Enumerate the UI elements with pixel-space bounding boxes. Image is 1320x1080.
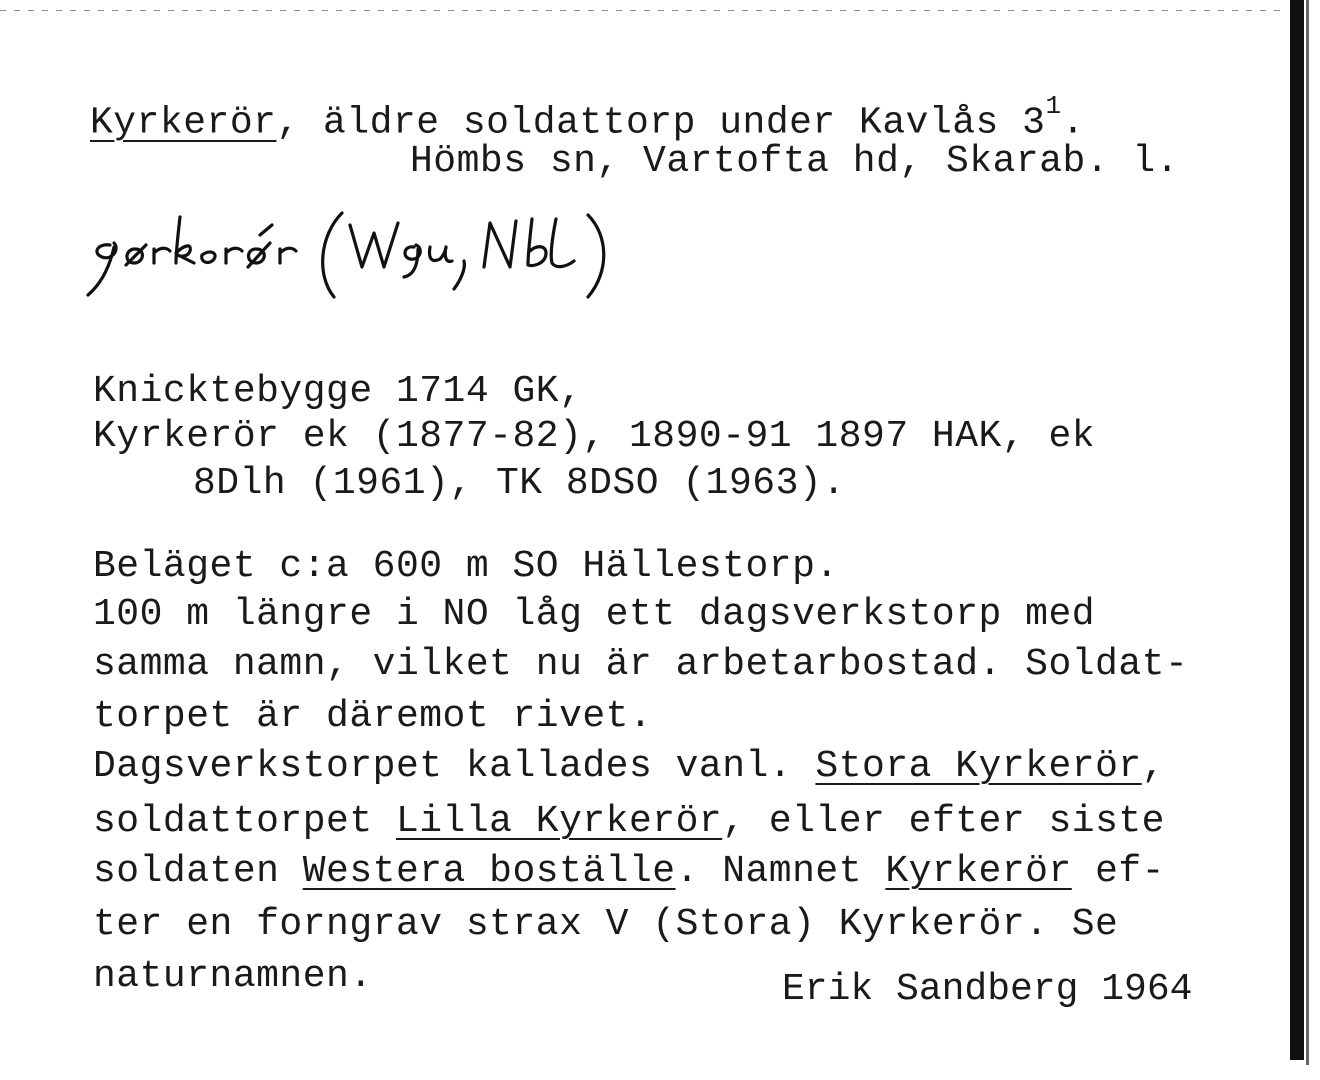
- body-line-7-text: soldaten: [93, 850, 303, 893]
- body-line-3: samma namn, vilket nu är arbetarbostad. Soldat-: [93, 643, 1189, 686]
- body-line-7-end: ef-: [1071, 850, 1165, 893]
- body-line-5-text: Dagsverkstorpet kallades vanl.: [93, 745, 816, 788]
- sources-line-2: Kyrkerör ek (1877-82), 1890-91 1897 HAK, ek: [93, 415, 1096, 458]
- header-end: .: [1061, 101, 1085, 145]
- body-line-5: [93, 745, 1165, 789]
- body-line-8: ter en forngrav strax V (Stora) Kyrkerör. Se: [93, 903, 1119, 946]
- body-line-9: naturnamnen.: [93, 955, 373, 998]
- body-line-5-end: ,: [1141, 745, 1165, 788]
- sources-line-1: Knicktebygge 1714 GK,: [93, 370, 583, 413]
- signature: Erik Sandberg 1964: [782, 968, 1193, 1011]
- body-line-6-end: , eller efter siste: [722, 800, 1165, 843]
- body-line-2: 100 m längre i NO låg ett dagsverkstorp med: [93, 593, 1096, 636]
- body-line-7-mid: . Namnet: [675, 850, 886, 893]
- card-right-edge: [1290, 0, 1304, 1060]
- place-sup: 1: [1045, 91, 1062, 121]
- body-line-6: [93, 800, 1165, 844]
- body-line-7: [93, 850, 1165, 894]
- stora-kyrkeror: Stora Kyrkerör: [815, 745, 1142, 788]
- location-line: Hömbs sn, Vartofta hd, Skarab. l.: [410, 140, 1180, 183]
- westera-bostalle: Westera boställe: [302, 850, 676, 893]
- body-line-4: torpet är däremot rivet.: [93, 695, 653, 738]
- card-top-edge: [0, 10, 1280, 11]
- body-line-1: Beläget c:a 600 m SO Hällestorp.: [93, 545, 839, 588]
- lilla-kyrkeror: Lilla Kyrkerör: [395, 800, 723, 843]
- place-name: Kyrkerör: [90, 101, 277, 145]
- card-right-edge-shadow: [1306, 0, 1309, 1065]
- handwritten-note: [80, 205, 840, 305]
- header-line: [90, 90, 1085, 146]
- namnet-kyrkeror: Kyrkerör: [885, 850, 1072, 893]
- body-line-6-text: soldattorpet: [93, 800, 396, 843]
- place-description: , äldre soldattorp under Kavlås 3: [276, 101, 1046, 145]
- sources-line-3: 8Dlh (1961), TK 8DSO (1963).: [193, 462, 846, 505]
